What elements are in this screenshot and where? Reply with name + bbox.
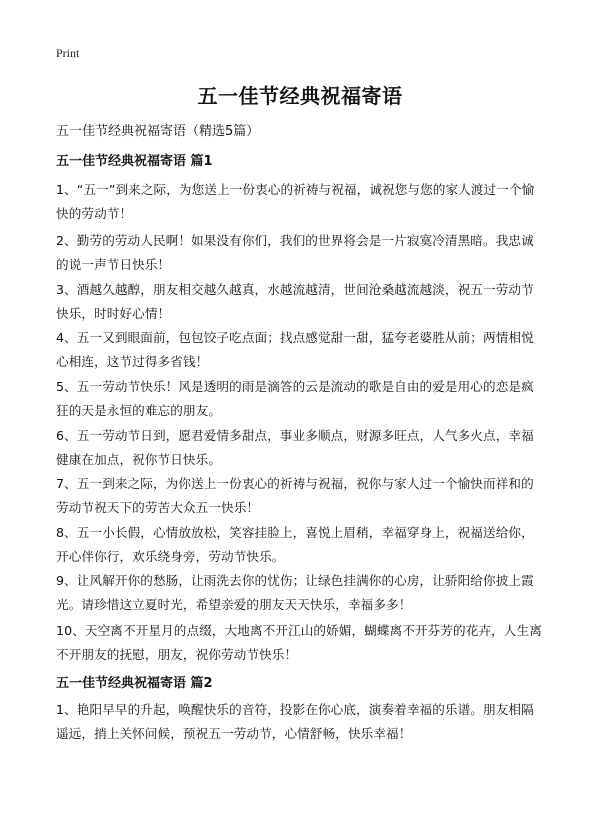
paragraph: 7、五一到来之际，为你送上一份衷心的祈祷与祝福，祝你与家人过一个愉快而祥和的劳动节祝天下的劳苦大众五一快乐！ <box>56 476 534 515</box>
paragraph: 6、五一劳动节日到，愿君爱情多甜点，事业多顺点，财源多旺点，人气多火点，幸福健康在加点，祝你节日快乐。 <box>56 428 534 467</box>
section-heading: 五一佳节经典祝福寄语 篇2 <box>56 676 213 691</box>
paragraph: 3、酒越久越醇，朋友相交越久越真，水越流越清，世间沧桑越流越淡，祝五一劳动节快乐，时时好心情！ <box>56 282 534 321</box>
paragraph: 1、“五一”到来之际，为您送上一份衷心的祈祷与祝福，诚祝您与您的家人渡过一个愉快的劳动节！ <box>56 182 535 221</box>
paragraph: 1、艳阳早早的升起，唤醒快乐的音符，投影在你心底，演奏着幸福的乐谱。朋友相隔遥远，捎上关怀问候，预祝五一劳动节，心情舒畅，快乐幸福！ <box>56 702 534 741</box>
paragraph: 10、天空离不开星月的点缀，大地离不开江山的娇媚，蝴蝶离不开芬芳的花卉，人生离不开朋友的抚慰，朋友，祝你劳动节快乐！ <box>56 623 542 662</box>
paragraph: 4、五一又到眼面前，包包饺子吃点面；找点感觉甜一甜，猛夸老婆胜从前；两情相悦心相连，这节过得多省钱！ <box>56 330 534 369</box>
paragraph: 2、勤劳的劳动人民啊！如果没有你们，我们的世界将会是一片寂寞冷清黑暗。我忠诚的说一声节日快乐！ <box>56 233 534 272</box>
paragraph: 9、让风解开你的愁肠，让雨洗去你的忧伤；让绿色挂满你的心房，让骄阳给你披上霞光。请珍惜这立夏时光，希望亲爱的朋友天天快乐，幸福多多！ <box>56 573 534 612</box>
paragraph: 8、五一小长假，心情放放松，笑容挂脸上，喜悦上眉稍，幸福穿身上，祝福送给你，开心伴你行，欢乐绕身旁，劳动节快乐。 <box>56 525 534 564</box>
paragraph: 5、五一劳动节快乐！风是透明的雨是滴答的云是流动的歌是自由的爱是用心的恋是疯狂的天是永恒的难忘的朋友。 <box>56 379 534 418</box>
print-link[interactable]: Print <box>56 46 80 60</box>
section-heading: 五一佳节经典祝福寄语 篇1 <box>56 154 213 169</box>
page-title: 五一佳节经典祝福寄语 <box>197 84 403 108</box>
document-subtitle: 五一佳节经典祝福寄语（精选5篇） <box>56 124 260 139</box>
